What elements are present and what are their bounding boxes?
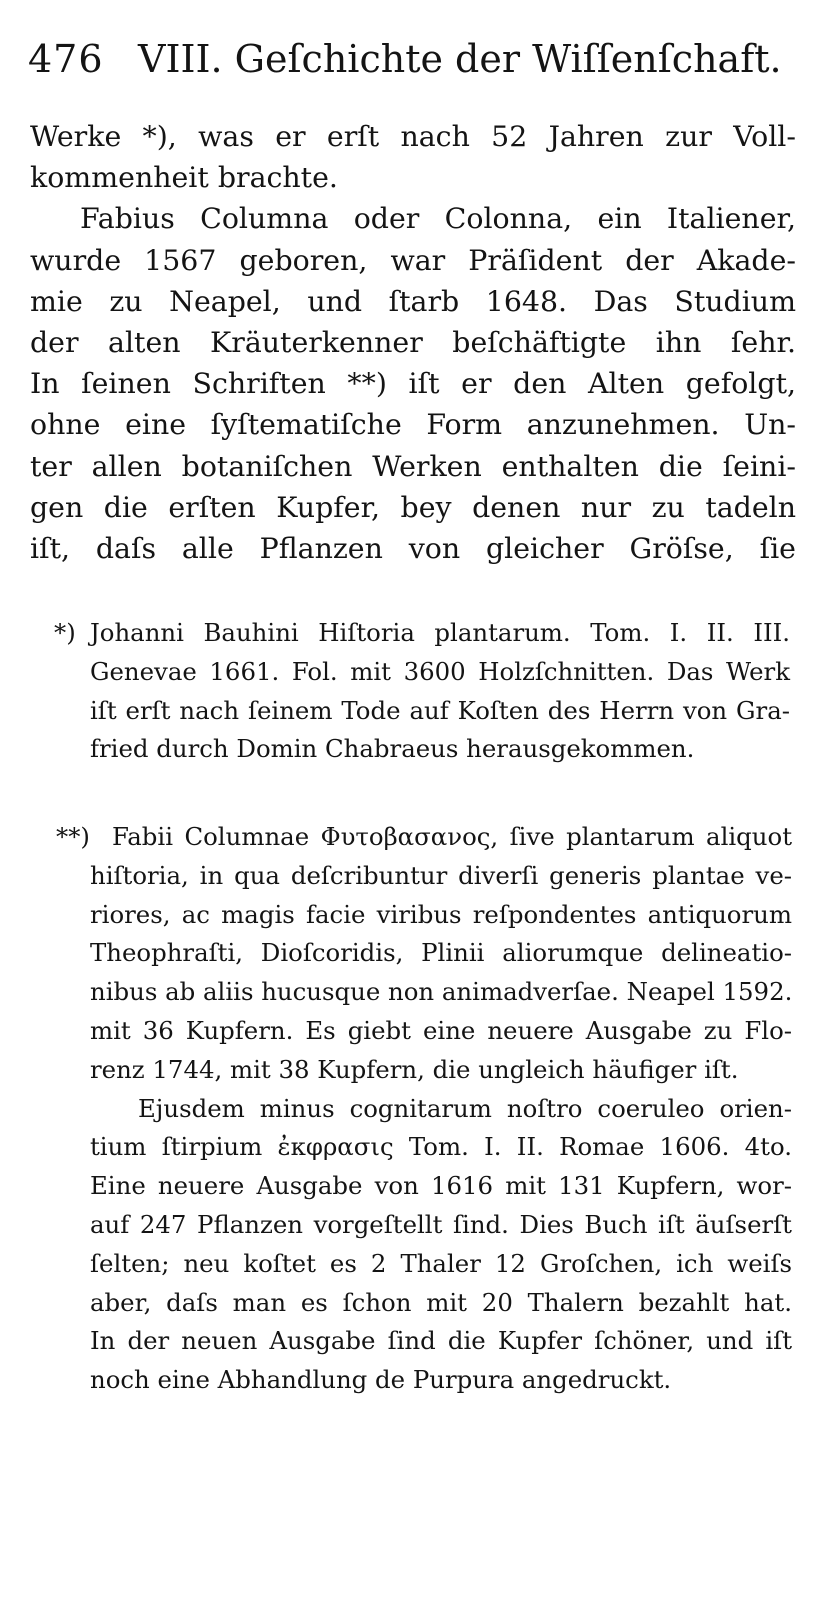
footnote-line: ſelten; neu koſtet es 2 Thaler 12 Groſchen, ich weiſs <box>90 1248 792 1278</box>
footnote-line: noch eine Abhandlung de Purpura angedruckt. <box>90 1365 672 1395</box>
footnote-line: aber, daſs man es ſchon mit 20 Thalern bezahlt hat. <box>90 1287 792 1317</box>
text-line: Fabius Columna oder Colonna, ein Italiener, <box>80 202 796 236</box>
footnote-1 <box>54 614 790 769</box>
text-line: wurde 1567 geboren, war Präſident der Akade- <box>30 243 796 277</box>
text-line: kommenheit brachte. <box>30 161 338 195</box>
footnote-line: riores, ac magis facie viribus reſpondentes antiquorum <box>90 899 792 929</box>
text-line: ter allen botaniſchen Werken enthalten die ſeini- <box>30 449 796 483</box>
text-line: ohne eine ſyſtematiſche Form anzunehmen. Un- <box>30 408 796 442</box>
footnote-line: renz 1744, mit 38 Kupfern, die ungleich häufiger iſt. <box>90 1054 739 1084</box>
footnote-line: Johanni Bauhini Hiſtoria plantarum. Tom. I. II. III. <box>90 618 790 647</box>
footnote-line: tium ſtirpium ἐκφρασις Tom. I. II. Romae 1606. 4to. <box>90 1132 792 1162</box>
footnote-line: Theophraſti, Dioſcoridis, Plinii aliorumque delineatio- <box>90 938 792 968</box>
footnote-line: nibus ab aliis hucusque non animadverſae. Neapel 1592. <box>90 977 793 1007</box>
text-line: iſt, daſs alle Pflanzen von gleicher Gröſse, ſie <box>30 531 796 565</box>
footnote-line: Genevae 1661. Fol. mit 3600 Holzſchnitten. Das Werk <box>90 656 790 686</box>
footnote-line: hiſtoria, in qua deſcribuntur diverſi generis plantae ve- <box>90 860 792 890</box>
footnote-line: fried durch Domin Chabraeus herausgekommen. <box>90 734 695 764</box>
footnote-line: In der neuen Ausgabe ſind die Kupfer ſchöner, und iſt <box>90 1326 792 1356</box>
page-number: 476 <box>28 37 104 81</box>
main-text <box>30 116 796 569</box>
text-line: der alten Kräuterkenner beſchäftigte ihn ſehr. <box>30 325 796 359</box>
footnote-line: iſt erſt nach ſeinem Tode auf Koſten des Herrn von Gra- <box>90 695 790 725</box>
footnote-line: mit 36 Kupfern. Es giebt eine neuere Ausgabe zu Flo- <box>90 1015 792 1045</box>
page-header <box>28 34 798 84</box>
running-title: VIII. Geſchichte der Wiſſenſchaft. <box>138 37 782 81</box>
text-line: mie zu Neapel, und ſtarb 1648. Das Studium <box>30 284 796 318</box>
footnote-line: Ejusdem minus cognitarum noſtro coeruleo orien- <box>138 1093 792 1123</box>
footnote-line: auf 247 Pflanzen vorgeſtellt ſind. Dies Buch iſt äuſserſt <box>90 1209 792 1239</box>
footnote-marker: *) <box>54 618 76 647</box>
footnote-marker: **) <box>56 822 90 851</box>
footnote-line: Eine neuere Ausgabe von 1616 mit 131 Kupfern, wor- <box>90 1171 792 1201</box>
footnote-line: Fabii Columnae Φυτοβασανος, ſive plantarum aliquot <box>112 822 792 851</box>
text-line: Werke *), was er erſt nach 52 Jahren zur Voll- <box>30 120 796 153</box>
text-line: gen die erſten Kupfer, bey denen nur zu tadeln <box>30 490 796 524</box>
footnote-2 <box>56 818 793 1400</box>
text-line: In ſeinen Schriften **) iſt er den Alten gefolgt, <box>30 367 796 401</box>
